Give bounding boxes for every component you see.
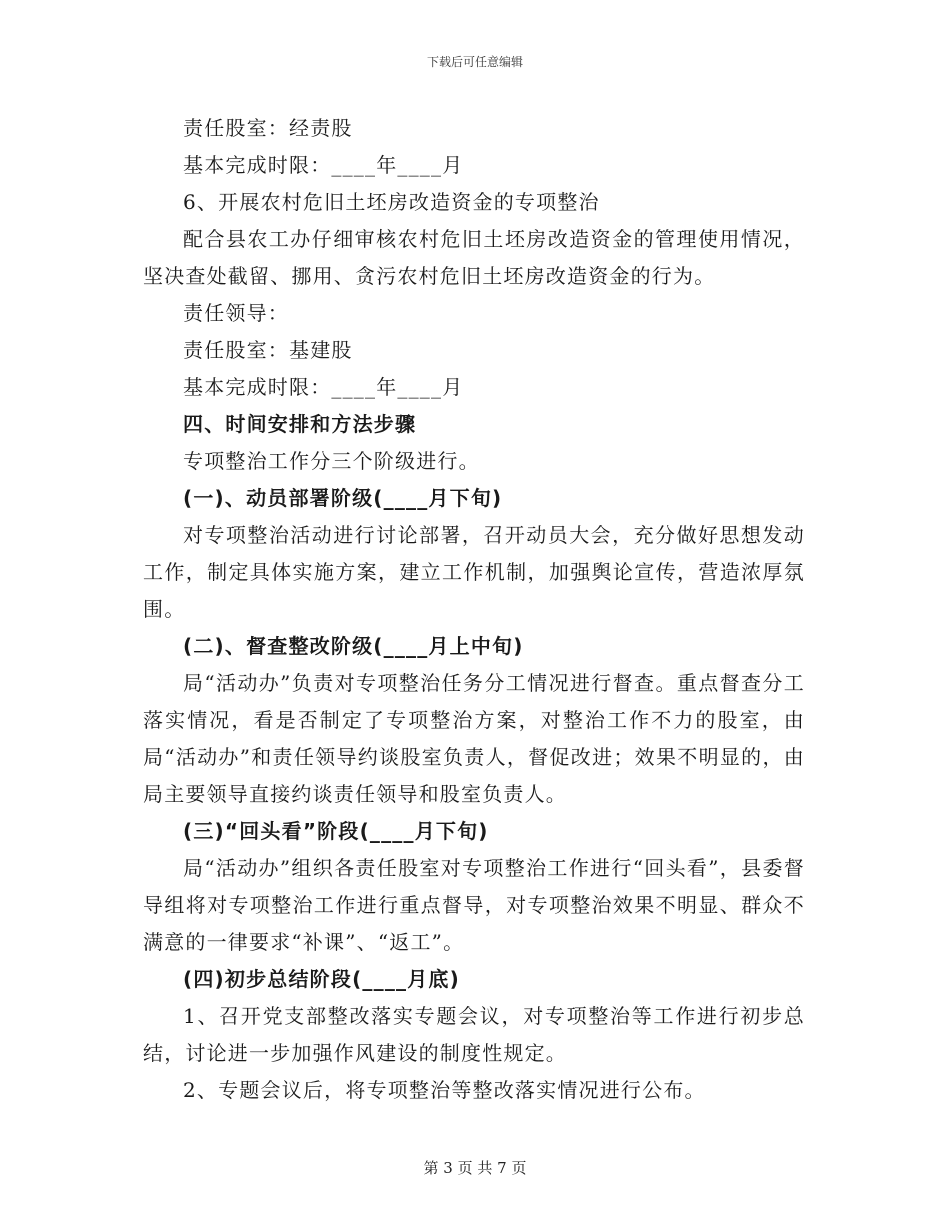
paragraph-deadline-2: 基本完成时限：____年____月: [183, 375, 464, 399]
stage-body-4-item-2: 2、专题会议后，将专项整治等整改落实情况进行公布。: [183, 1078, 706, 1102]
paragraph-deadline-1: 基本完成时限：____年____月: [183, 153, 464, 177]
section-heading-4: 四、时间安排和方法步骤: [183, 412, 417, 436]
stage-heading-4: (四)初步总结阶段(____月底): [183, 967, 460, 991]
page-header: 下载后可任意编辑: [426, 55, 523, 69]
stage-heading-3: (三)“回头看”阶段(____月下旬): [183, 819, 489, 843]
page-footer: 第 3 页 共 7 页: [423, 1159, 527, 1177]
paragraph-responsible-office-1: 责任股室：经责股: [183, 116, 353, 140]
stage-heading-1: (一)、动员部署阶级(____月下旬): [183, 486, 503, 510]
paragraph-responsible-office-2: 责任股室：基建股: [183, 338, 353, 362]
paragraph-item-6-body: 配合县农工办仔细审核农村危旧土坯房改造资金的管理使用情况，坚决查处截留、挪用、贪污农村危旧土坯房改造资金的行为。: [143, 227, 805, 288]
stage-body-2: 局“活动办”负责对专项整治任务分工情况进行督查。重点督查分工落实情况，看是否制定了专项整治方案，对整治工作不力的股室，由局“活动办”和责任领导约谈股室负责人，督促改进；效果不明显的，由局主要领导直接约谈责任领导和股室负责人。: [143, 671, 805, 806]
document-body: [143, 110, 805, 1109]
stage-body-1: 对专项整治活动进行讨论部署，召开动员大会，充分做好思想发动工作，制定具体实施方案，建立工作机制，加强舆论宣传，营造浓厚氛围。: [143, 523, 805, 621]
paragraph-responsible-leader: 责任领导：: [183, 301, 289, 325]
stage-body-3: 局“活动办”组织各责任股室对专项整治工作进行“回头看”，县委督导组将对专项整治工作进行重点督导，对专项整治效果不明显、群众不满意的一律要求“补课”、“返工”。: [143, 856, 805, 954]
stage-heading-2: (二)、督查整改阶级(____月上中旬): [183, 634, 524, 658]
paragraph-item-6-heading: 6、开展农村危旧土坯房改造资金的专项整治: [183, 190, 600, 214]
stage-body-4-item-1: 1、召开党支部整改落实专题会议，对专项整治等工作进行初步总结，讨论进一步加强作风建设的制度性规定。: [143, 1004, 805, 1065]
paragraph-stages-intro: 专项整治工作分三个阶级进行。: [183, 449, 480, 473]
